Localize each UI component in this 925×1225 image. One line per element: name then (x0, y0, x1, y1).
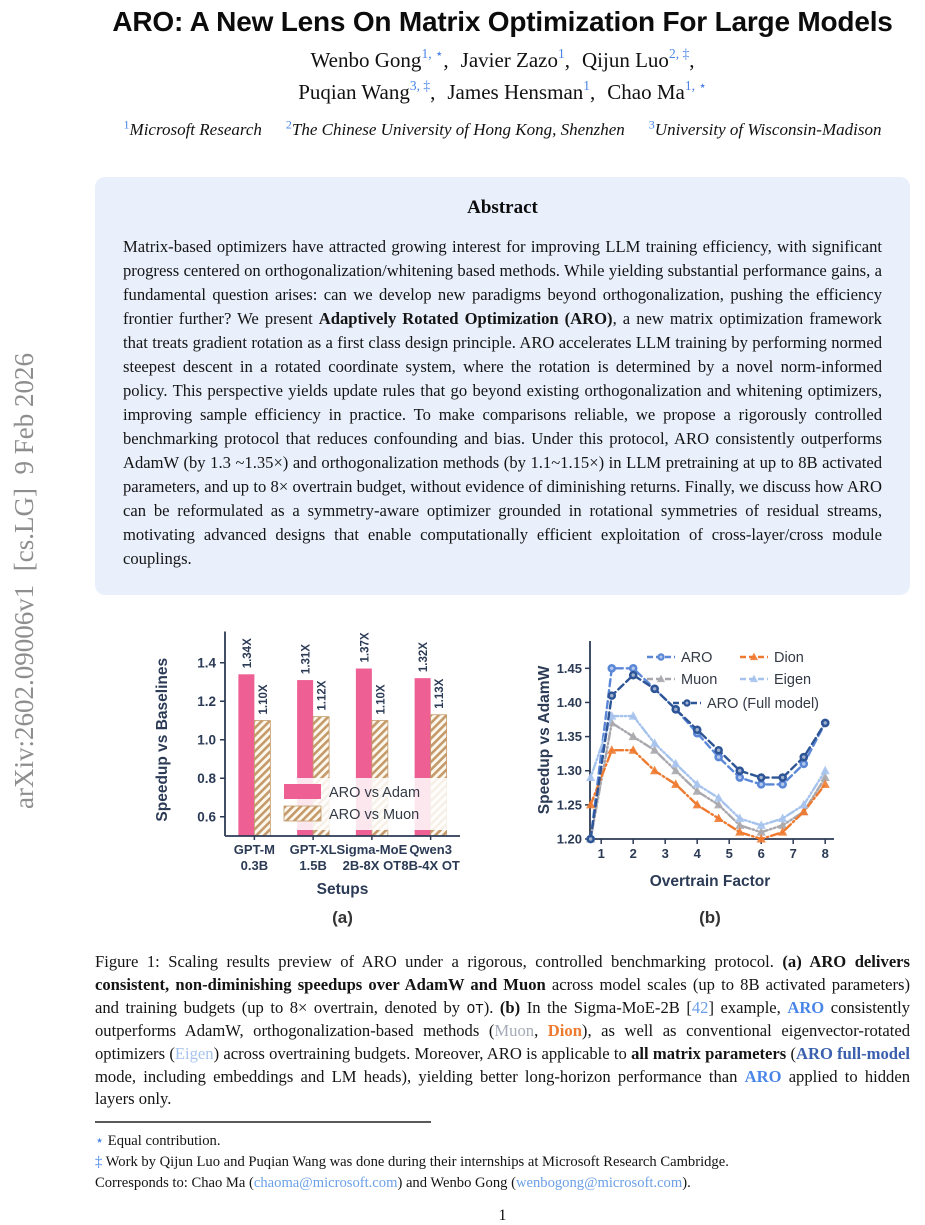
figure-bar-chart (150, 621, 480, 938)
link[interactable]: 42 (691, 997, 709, 1017)
svg-text:2: 2 (629, 846, 637, 862)
svg-text:1.10X: 1.10X (375, 684, 388, 715)
svg-text:8B-4X OT: 8B-4X OT (401, 858, 460, 874)
abstract-heading: Abstract (467, 196, 538, 218)
author-superscript: 1, ⋆ (684, 77, 707, 93)
text-segment: ) and Wenbo Gong ( (397, 1174, 516, 1191)
svg-text:Overtrain Factor: Overtrain Factor (649, 873, 771, 891)
text-segment: ARO (744, 1066, 782, 1086)
author-block (95, 45, 910, 108)
affiliation: $^2$The Chinese University of Hong Kong, Shenzhen (285, 117, 625, 139)
text-segment: mode, including embeddings and LM heads), yielding better long-horizon performance than (95, 1066, 745, 1086)
svg-text:Eigen: Eigen (774, 672, 812, 689)
author-superscript: 1 (558, 46, 565, 61)
svg-text:Speedup vs AdamW: Speedup vs AdamW (536, 666, 553, 815)
text-segment: ). (483, 997, 500, 1017)
text-segment: ( (786, 1044, 796, 1064)
figure-caption (95, 951, 910, 1111)
link[interactable]: chaoma@microsoft.com (253, 1174, 398, 1191)
text-segment: Dion (547, 1021, 582, 1041)
paper-title: ARO: A New Lens On Matrix Optimization For Large Models (112, 6, 893, 37)
author-name: Chao $Ma^{1, ⋆}$ (607, 77, 707, 104)
svg-text:1.34X: 1.34X (241, 638, 254, 669)
footnote-rule (95, 1121, 431, 1123)
svg-text:GPT-M: GPT-M (233, 842, 275, 858)
text-segment: , a new matrix optimization framework that treats gradient rotation as a first class design principle. ARO accelerates LLM training by performing normed steepest descent in a rotated coordinate system, where the rotation is determined by a novel norm-informed policy. This perspective yields update rules that go beyond existing orthogonalization and whitening optimizers, improving sample efficiency in practice. To make comparisons reliable, we propose a rigorously controlled benchmarking protocol that reduces confounding and bias. Under this protocol, ARO consistently outperforms AdamW (by 1.3 ~1.35×) and orthogonalization methods (by 1.1~1.15×) in LLM pretraining at up to 8B activated parameters, and up to 8× overtrain budget, without evidence of diminishing returns. Finally, we discuss how ARO can be reformulated as a symmetry-aware optimizer grounded in rotational symmetries of residual streams, motivating advanced designs that enable computationally efficient exploitation of cross-layer/cross module couplings. (123, 308, 882, 569)
text-segment: all matrix parameters (631, 1044, 787, 1064)
svg-text:5: 5 (725, 846, 733, 862)
text-segment: Matrix-based optimizers have attracted growing interest for improving LLM training efficiency, with significant progress centered on orthogonalization/whitening based methods. While yielding substantial performance gains, a fundamental question arises: can we develop new paradigms beyond orthogonalization, pushing the efficiency frontier further? We present (123, 236, 882, 328)
author-superscript: 1 (583, 77, 591, 93)
svg-text:Setups: Setups (316, 881, 369, 899)
bar-chart-svg (150, 621, 480, 933)
text-segment: ARO full-model (796, 1044, 910, 1064)
svg-text:1.5B: 1.5B (299, 858, 327, 874)
svg-text:1.0: 1.0 (197, 732, 216, 748)
text-segment: Adaptively Rotated Optimization (ARO) (318, 308, 613, 328)
svg-text:1.10X: 1.10X (257, 684, 270, 715)
author-superscript: 1, ⋆ (421, 46, 444, 61)
paper-page (95, 6, 910, 1225)
svg-text:0.8: 0.8 (197, 771, 216, 787)
author-name: Qijun Luo$^{2, \ddagger}$, (582, 46, 695, 72)
page-number: 1 (498, 1207, 507, 1225)
affiliation-line (95, 117, 910, 140)
svg-text:1.37X: 1.37X (359, 632, 372, 663)
footnote-symbol: ⋆ (95, 1133, 105, 1150)
text-segment: across model scales (up to 8B activated parameters) and training budgets (up to 8× overtrain, denoted by (95, 975, 911, 1017)
text-segment: Muon (494, 1021, 535, 1041)
svg-text:1: 1 (597, 846, 605, 862)
svg-text:2B-8X OT: 2B-8X OT (342, 858, 402, 874)
text-segment: ). (682, 1174, 691, 1191)
svg-text:1.25: 1.25 (556, 797, 582, 813)
author-line (95, 45, 910, 77)
svg-text:0.6: 0.6 (197, 809, 216, 825)
abstract-box (95, 177, 910, 596)
footnote-area (95, 1121, 910, 1193)
abstract-text (123, 235, 882, 572)
svg-text:ARO: ARO (681, 650, 713, 667)
link[interactable]: wenbogong@microsoft.com (515, 1174, 683, 1191)
svg-text:ARO (Full model): ARO (Full model) (707, 696, 819, 713)
text-segment: consistently outperforms AdamW, orthogonalization-based methods ( (95, 997, 910, 1041)
text-segment: ARO (787, 997, 825, 1017)
arxiv-watermark: arXiv:2602.09006v1 [cs.LG] 9 Feb 2026 (9, 353, 39, 809)
text-segment: In the Sigma-MoE-2B [ (520, 997, 692, 1017)
svg-text:1.13X: 1.13X (434, 678, 447, 710)
author-superscript: 3, ‡ (409, 77, 431, 93)
svg-text:1.4: 1.4 (197, 655, 216, 671)
text-segment: ] example, (708, 997, 788, 1017)
affiliation: $^1$Microsoft Research (123, 117, 262, 139)
svg-text:7: 7 (789, 846, 797, 862)
svg-text:1.32X: 1.32X (418, 642, 431, 673)
text-segment: Figure 1: Scaling results preview of ARO under a rigorous, controlled benchmarking protocol. (95, 952, 783, 972)
text-segment: OT (466, 1001, 484, 1018)
author-superscript: 2, ‡ (668, 46, 690, 61)
author-name: Wenbo Gong$^{1, ⋆}$, (310, 46, 449, 72)
footnote-symbol: ‡ (95, 1153, 103, 1170)
svg-text:(a): (a) (332, 908, 353, 928)
svg-text:Dion: Dion (774, 650, 804, 667)
author-line (95, 77, 910, 109)
line-chart-svg (535, 621, 855, 933)
svg-text:1.12X: 1.12X (316, 680, 329, 711)
footnote-correspond (95, 1173, 910, 1194)
svg-text:(b): (b) (699, 908, 721, 928)
svg-text:1.2: 1.2 (197, 694, 216, 710)
svg-text:ARO vs Adam: ARO vs Adam (329, 785, 421, 802)
text-segment: Corresponds to: Chao Ma ( (95, 1174, 254, 1191)
svg-text:1.40: 1.40 (556, 695, 582, 711)
text-segment: ) across overtraining budgets. Moreover, ARO is applicable to (213, 1044, 632, 1064)
svg-text:Muon: Muon (681, 672, 718, 689)
author-name: Puqian Wang$^{3, \ddagger}$, (298, 77, 436, 104)
affiliation: $^3$University of Wisconsin-Madison (648, 117, 882, 139)
text-segment: (b) (499, 997, 521, 1017)
svg-text:GPT-XL: GPT-XL (289, 842, 337, 858)
svg-text:1.35: 1.35 (556, 729, 582, 745)
figure-line-chart (535, 621, 855, 938)
svg-text:1.45: 1.45 (556, 661, 582, 677)
svg-text:6: 6 (757, 846, 765, 862)
svg-text:ARO vs Muon: ARO vs Muon (329, 807, 420, 824)
text-segment: , (534, 1021, 548, 1041)
svg-text:1.20: 1.20 (556, 831, 582, 847)
figure-1 (95, 621, 910, 938)
svg-text:Speedup vs Baselines: Speedup vs Baselines (154, 658, 171, 822)
text-segment: Eigen (174, 1044, 214, 1064)
svg-text:0.3B: 0.3B (240, 858, 269, 874)
author-name: James Hensman$^1$, (447, 77, 596, 104)
text-segment: applied to hidden layers only. (95, 1066, 910, 1109)
svg-text:4: 4 (693, 846, 701, 862)
footnote: ‡ Work by Qijun Luo and Puqian Wang was done during their internships at Microsoft Research Cambridge. (95, 1153, 729, 1170)
svg-text:Qwen3: Qwen3 (409, 842, 452, 858)
footnote: ⋆ Equal contribution. (95, 1133, 221, 1150)
svg-text:1.31X: 1.31X (300, 644, 313, 675)
author-name: Javier Zazo$^1$, (460, 46, 571, 72)
text-segment: ), as well as conventional eigenvector-rotated optimizers ( (95, 1021, 911, 1064)
svg-text:8: 8 (821, 846, 829, 862)
text-segment: (a) ARO delivers consistent, non-diminishing speedups over AdamW and Muon (95, 952, 911, 995)
svg-text:3: 3 (661, 846, 669, 862)
svg-text:Sigma-MoE: Sigma-MoE (336, 842, 408, 858)
svg-text:1.30: 1.30 (556, 763, 582, 779)
